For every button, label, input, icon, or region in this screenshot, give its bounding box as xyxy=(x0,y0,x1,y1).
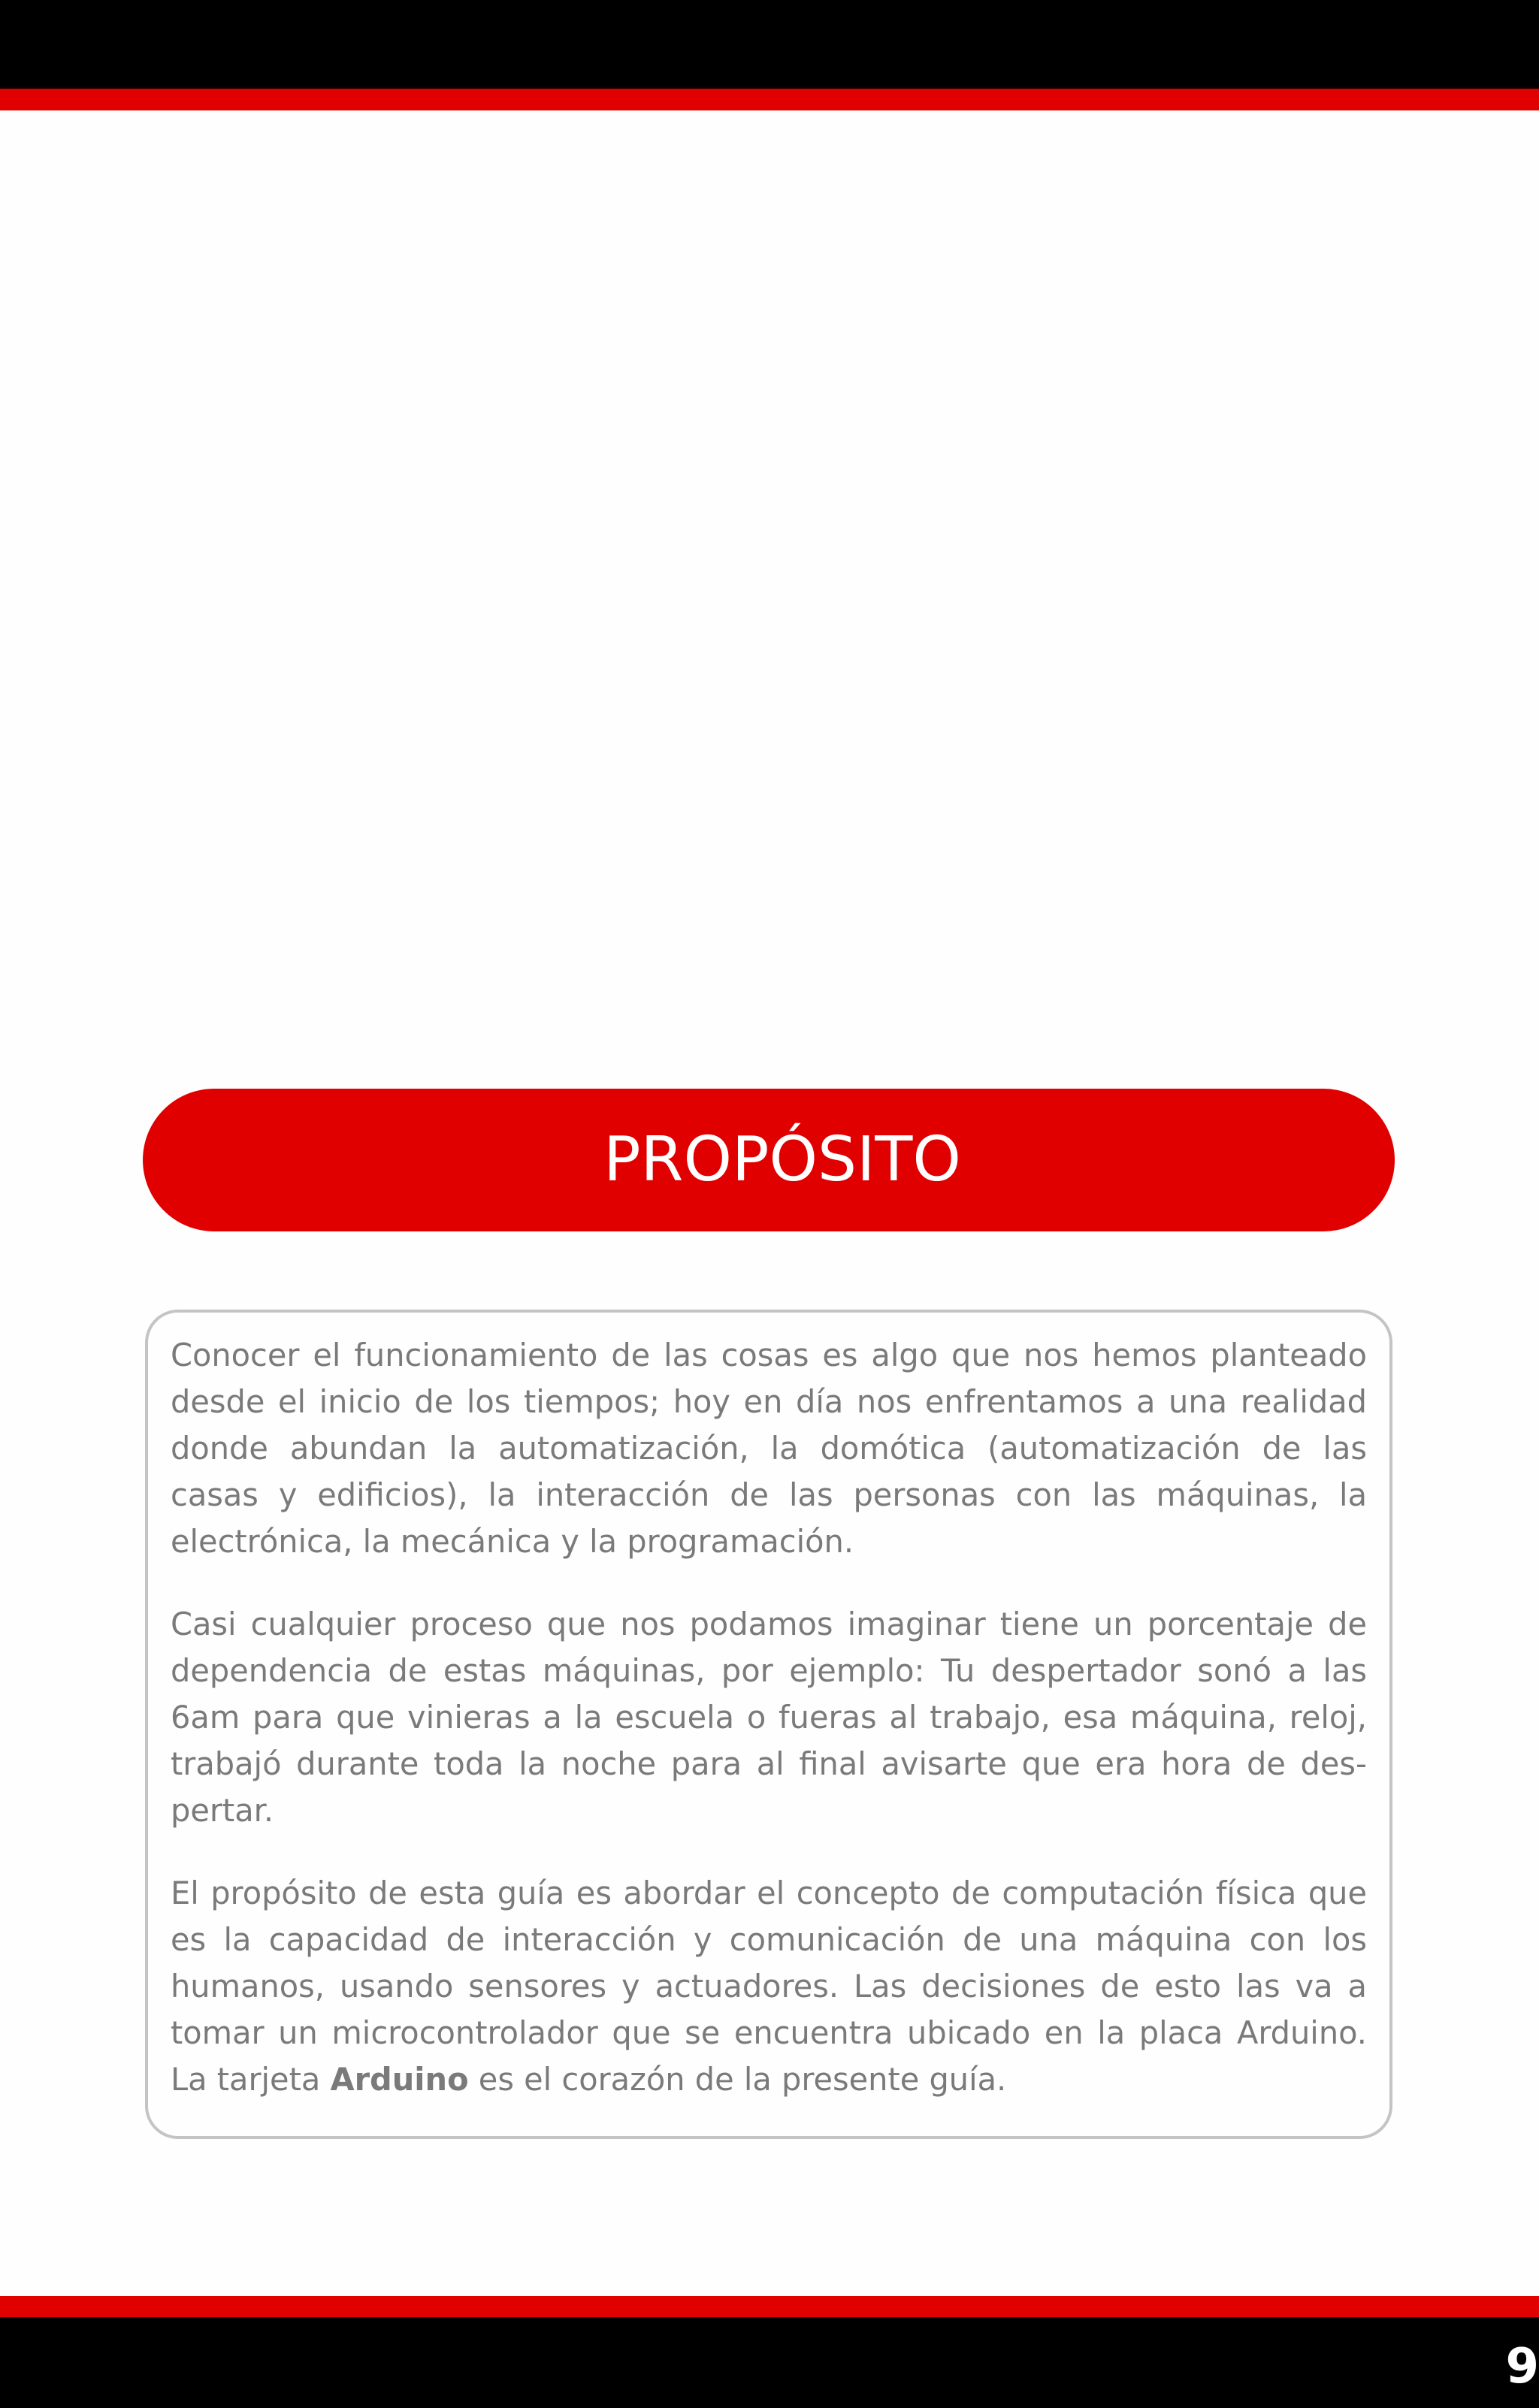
paragraph-purpose xyxy=(171,1870,1367,2103)
section-title: PROPÓSITO xyxy=(603,1124,961,1195)
footer-red-stripe xyxy=(0,2296,1539,2317)
footer-black-bar xyxy=(0,2317,1539,2408)
header-red-stripe xyxy=(0,89,1539,110)
header-black-bar xyxy=(0,0,1539,89)
page-number: 9 xyxy=(1505,2339,1539,2394)
section-title-banner xyxy=(143,1089,1395,1231)
paragraph-purpose-text-before: El propósito de esta guía es abordar el concepto de computación física que es la capacidad de interacción y comunicación de una máquina con los humanos, usando sensores y actuadores. Las decisiones de esto las va a tomar un microcontrolador que se encuentra ubicado en la placa Arduino. La tarjeta xyxy=(171,1875,1367,2098)
content-box xyxy=(145,1310,1392,2139)
arduino-bold-term: Arduino xyxy=(330,2061,469,2098)
paragraph-intro: Conocer el funcionamiento de las cosas es algo que nos hemos planteado desde el inicio de los tiempos; hoy en día nos enfrentamos a una realidad donde abundan la automatización, la domótica (automatización de las casas y edificios), la interacción de las personas con las máquinas, la electrónica, la mecánica y la programación. xyxy=(171,1337,1367,1560)
paragraph-example: Casi cualquier proceso que nos podamos imaginar tiene un porcentaje de dependencia de estas máquinas, por ejemplo: Tu despertador sonó a las 6am para que vinieras a la escuela o fueras al trabajo, esa máquina, reloj, trabajó durante toda la noche para al final avisarte que era hora de des-pertar. xyxy=(171,1606,1367,1829)
paragraph-purpose-text-after: es el corazón de la presente guía. xyxy=(468,2061,1007,2098)
